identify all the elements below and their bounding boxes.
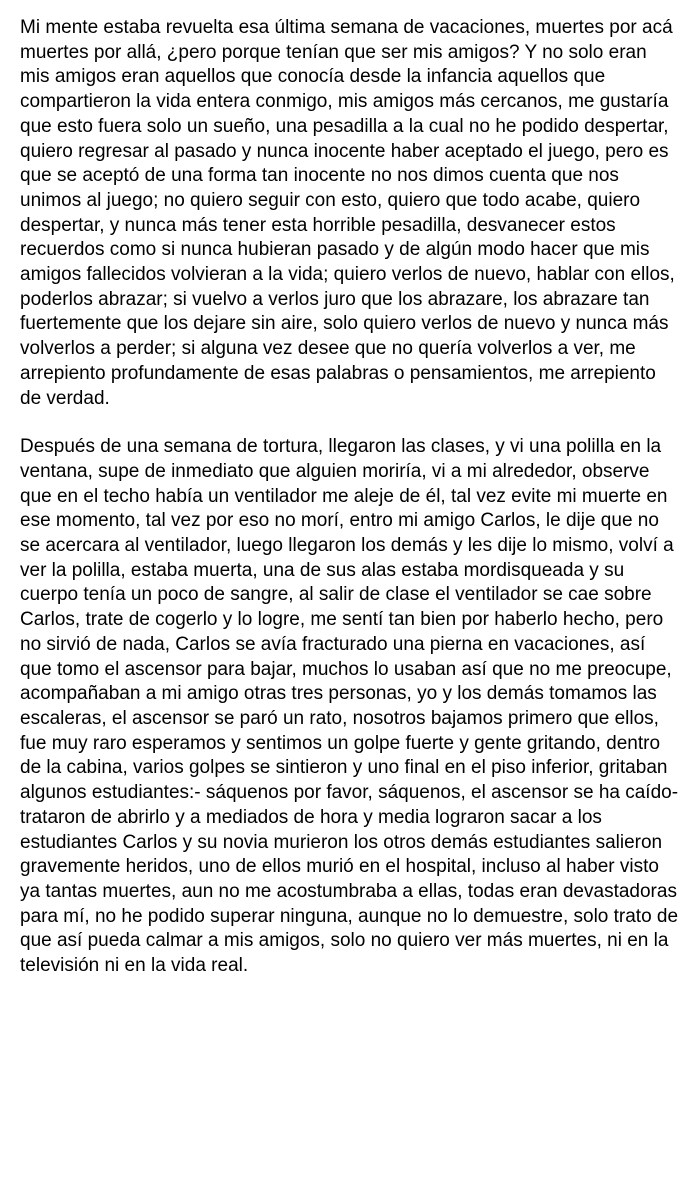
paragraph-2: Después de una semana de tortura, llegaron las clases, y vi una polilla en la ventana, supe de inmediato que alguien moriría, vi a mi alrededor, observe que en el techo había un ventilador me aleje de él, tal vez evite mi muerte en ese momento, tal vez por eso no morí, entro mi amigo Carlos, le dije que no se acercara al ventilador, luego llegaron los demás y les dije lo mismo, volví a ver la polilla, estaba muerta, una de sus alas estaba mordisqueada y su cuerpo tenía un poco de sangre, al salir de clase el ventilador se cae sobre Carlos, trate de cogerlo y lo logre, me sentí tan bien por haberlo hecho, pero no sirvió de nada, Carlos se avía fracturado una pierna en vacaciones, así que tomo el ascensor para bajar, muchos lo usaban así que no me preocupe, acompañaban a mi amigo otras tres personas, yo y los demás tomamos las escaleras, el ascensor se paró un rato, nosotros bajamos primero que ellos, fue muy raro esperamos y sentimos un golpe fuerte y gente gritando, dentro de la cabina, varios golpes se sintieron y uno final en el piso inferior, gritaban algunos estudiantes:- sáquenos por favor, sáquenos, el ascensor se ha caído- trataron de abrirlo y a mediados de hora y media lograron sacar a los estudiantes Carlos y su novia murieron los otros demás estudiantes salieron gravemente heridos, uno de ellos murió en el hospital, incluso al haber visto ya tantas muertes, aun no me acostumbraba a ellas, todas eran devastadoras para mí, no he podido superar ninguna, aunque no lo demuestre, solo trato de que así pueda calmar a mis amigos, solo no quiero ver más muertes, ni en la televisión ni en la vida real. [20,436,679,977]
paragraph-1: Mi mente estaba revuelta esa última semana de vacaciones, muertes por acá muertes por allá, ¿pero porque tenían que ser mis amigos? Y no solo eran mis amigos eran aquellos que conocía desde la infancia aquellos que compartieron la vida entera conmigo, mis amigos más cercanos, me gustaría que esto fuera solo un sueño, una pesadilla a la cual no he podido despertar, quiero regresar al pasado y nunca inocente haber aceptado el juego, pero es que se aceptó de una forma tan inocente no nos dimos cuenta que nos unimos al juego; no quiero seguir con esto, quiero que todo acabe, quiero despertar, y nunca más tener esta horrible pesadilla, desvanecer estos recuerdos como si nunca hubieran pasado y de algún modo hacer que mis amigos fallecidos volvieran a la vida; quiero verlos de nuevo, hablar con ellos, poderlos abrazar; si vuelvo a verlos juro que los abrazare, los abrazare tan fuertemente que los dejare sin aire, solo quiero verlos de nuevo y nunca más volverlos a perder; si alguna vez desee que no quería volverlos a ver, me arrepiento profundamente de esas palabras o pensamientos, me arrepiento de verdad. [20,17,675,409]
